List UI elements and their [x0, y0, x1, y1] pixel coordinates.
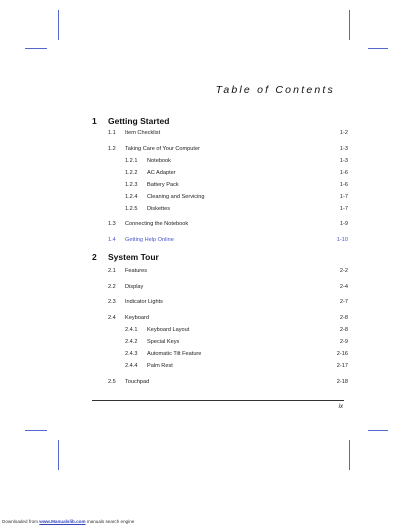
toc-entry-2-1[interactable]: 2.1 Features 2-2 — [108, 268, 348, 274]
chapter-heading-2 — [92, 252, 159, 262]
crop-mark-bottom-right-h — [368, 430, 388, 431]
chapter-number: 1 — [92, 116, 97, 126]
chapter-heading-1 — [92, 116, 169, 126]
toc-entry-2-2[interactable]: 2.2 Display 2-4 — [108, 284, 348, 290]
download-note-suffix: manuals search engine — [85, 519, 135, 524]
toc-entry-2-4-1[interactable]: 2.4.1 Keyboard Layout 2-8 — [125, 327, 348, 333]
toc-entry-2-4-4[interactable]: 2.4.4 Palm Rest 2-17 — [125, 363, 348, 369]
toc-entry-1-4-link[interactable]: 1.4 Getting Help Online 1-10 — [108, 237, 348, 243]
crop-mark-bottom-left-h — [25, 430, 47, 431]
toc-entry-1-2-2[interactable]: 1.2.2 AC Adapter 1-6 — [125, 170, 348, 176]
download-note — [2, 519, 134, 524]
toc-entry-2-3[interactable]: 2.3 Indicator Lights 2-7 — [108, 299, 348, 305]
crop-mark-top-left — [58, 10, 59, 40]
toc-entry-1-2-5[interactable]: 1.2.5 Diskettes 1-7 — [125, 206, 348, 212]
crop-mark-top-right — [349, 10, 350, 40]
toc-entry-1-1[interactable]: 1.1 Item Checklist 1-2 — [108, 130, 348, 136]
page-number: ix — [338, 404, 343, 410]
toc-entry-1-3[interactable]: 1.3 Connecting the Notebook 1-9 — [108, 221, 348, 227]
crop-mark-bottom-left — [58, 440, 59, 470]
manualslib-link[interactable]: www.Manualslib.com — [39, 519, 86, 524]
toc-entry-1-2[interactable]: 1.2 Taking Care of Your Computer 1-3 — [108, 146, 348, 152]
download-note-prefix: Downloaded from — [2, 519, 40, 524]
footer-divider — [92, 400, 344, 401]
toc-entry-2-4[interactable]: 2.4 Keyboard 2-8 — [108, 315, 348, 321]
toc-entry-1-2-3[interactable]: 1.2.3 Battery Pack 1-6 — [125, 182, 348, 188]
toc-entry-2-4-3[interactable]: 2.4.3 Automatic Tilt Feature 2-16 — [125, 351, 348, 357]
chapter-title: System Tour — [108, 252, 159, 262]
chapter-title: Getting Started — [108, 116, 170, 126]
toc-entry-1-2-1[interactable]: 1.2.1 Notebook 1-3 — [125, 158, 348, 164]
crop-mark-top-left-h — [25, 48, 47, 49]
toc-entry-2-5[interactable]: 2.5 Touchpad 2-18 — [108, 379, 348, 385]
crop-mark-top-right-h — [368, 48, 388, 49]
page-title: Table of Contents — [215, 84, 335, 96]
crop-mark-bottom-right — [349, 440, 350, 470]
chapter-number: 2 — [92, 252, 97, 262]
toc-entry-1-2-4[interactable]: 1.2.4 Cleaning and Servicing 1-7 — [125, 194, 348, 200]
toc-entry-2-4-2[interactable]: 2.4.2 Special Keys 2-9 — [125, 339, 348, 345]
